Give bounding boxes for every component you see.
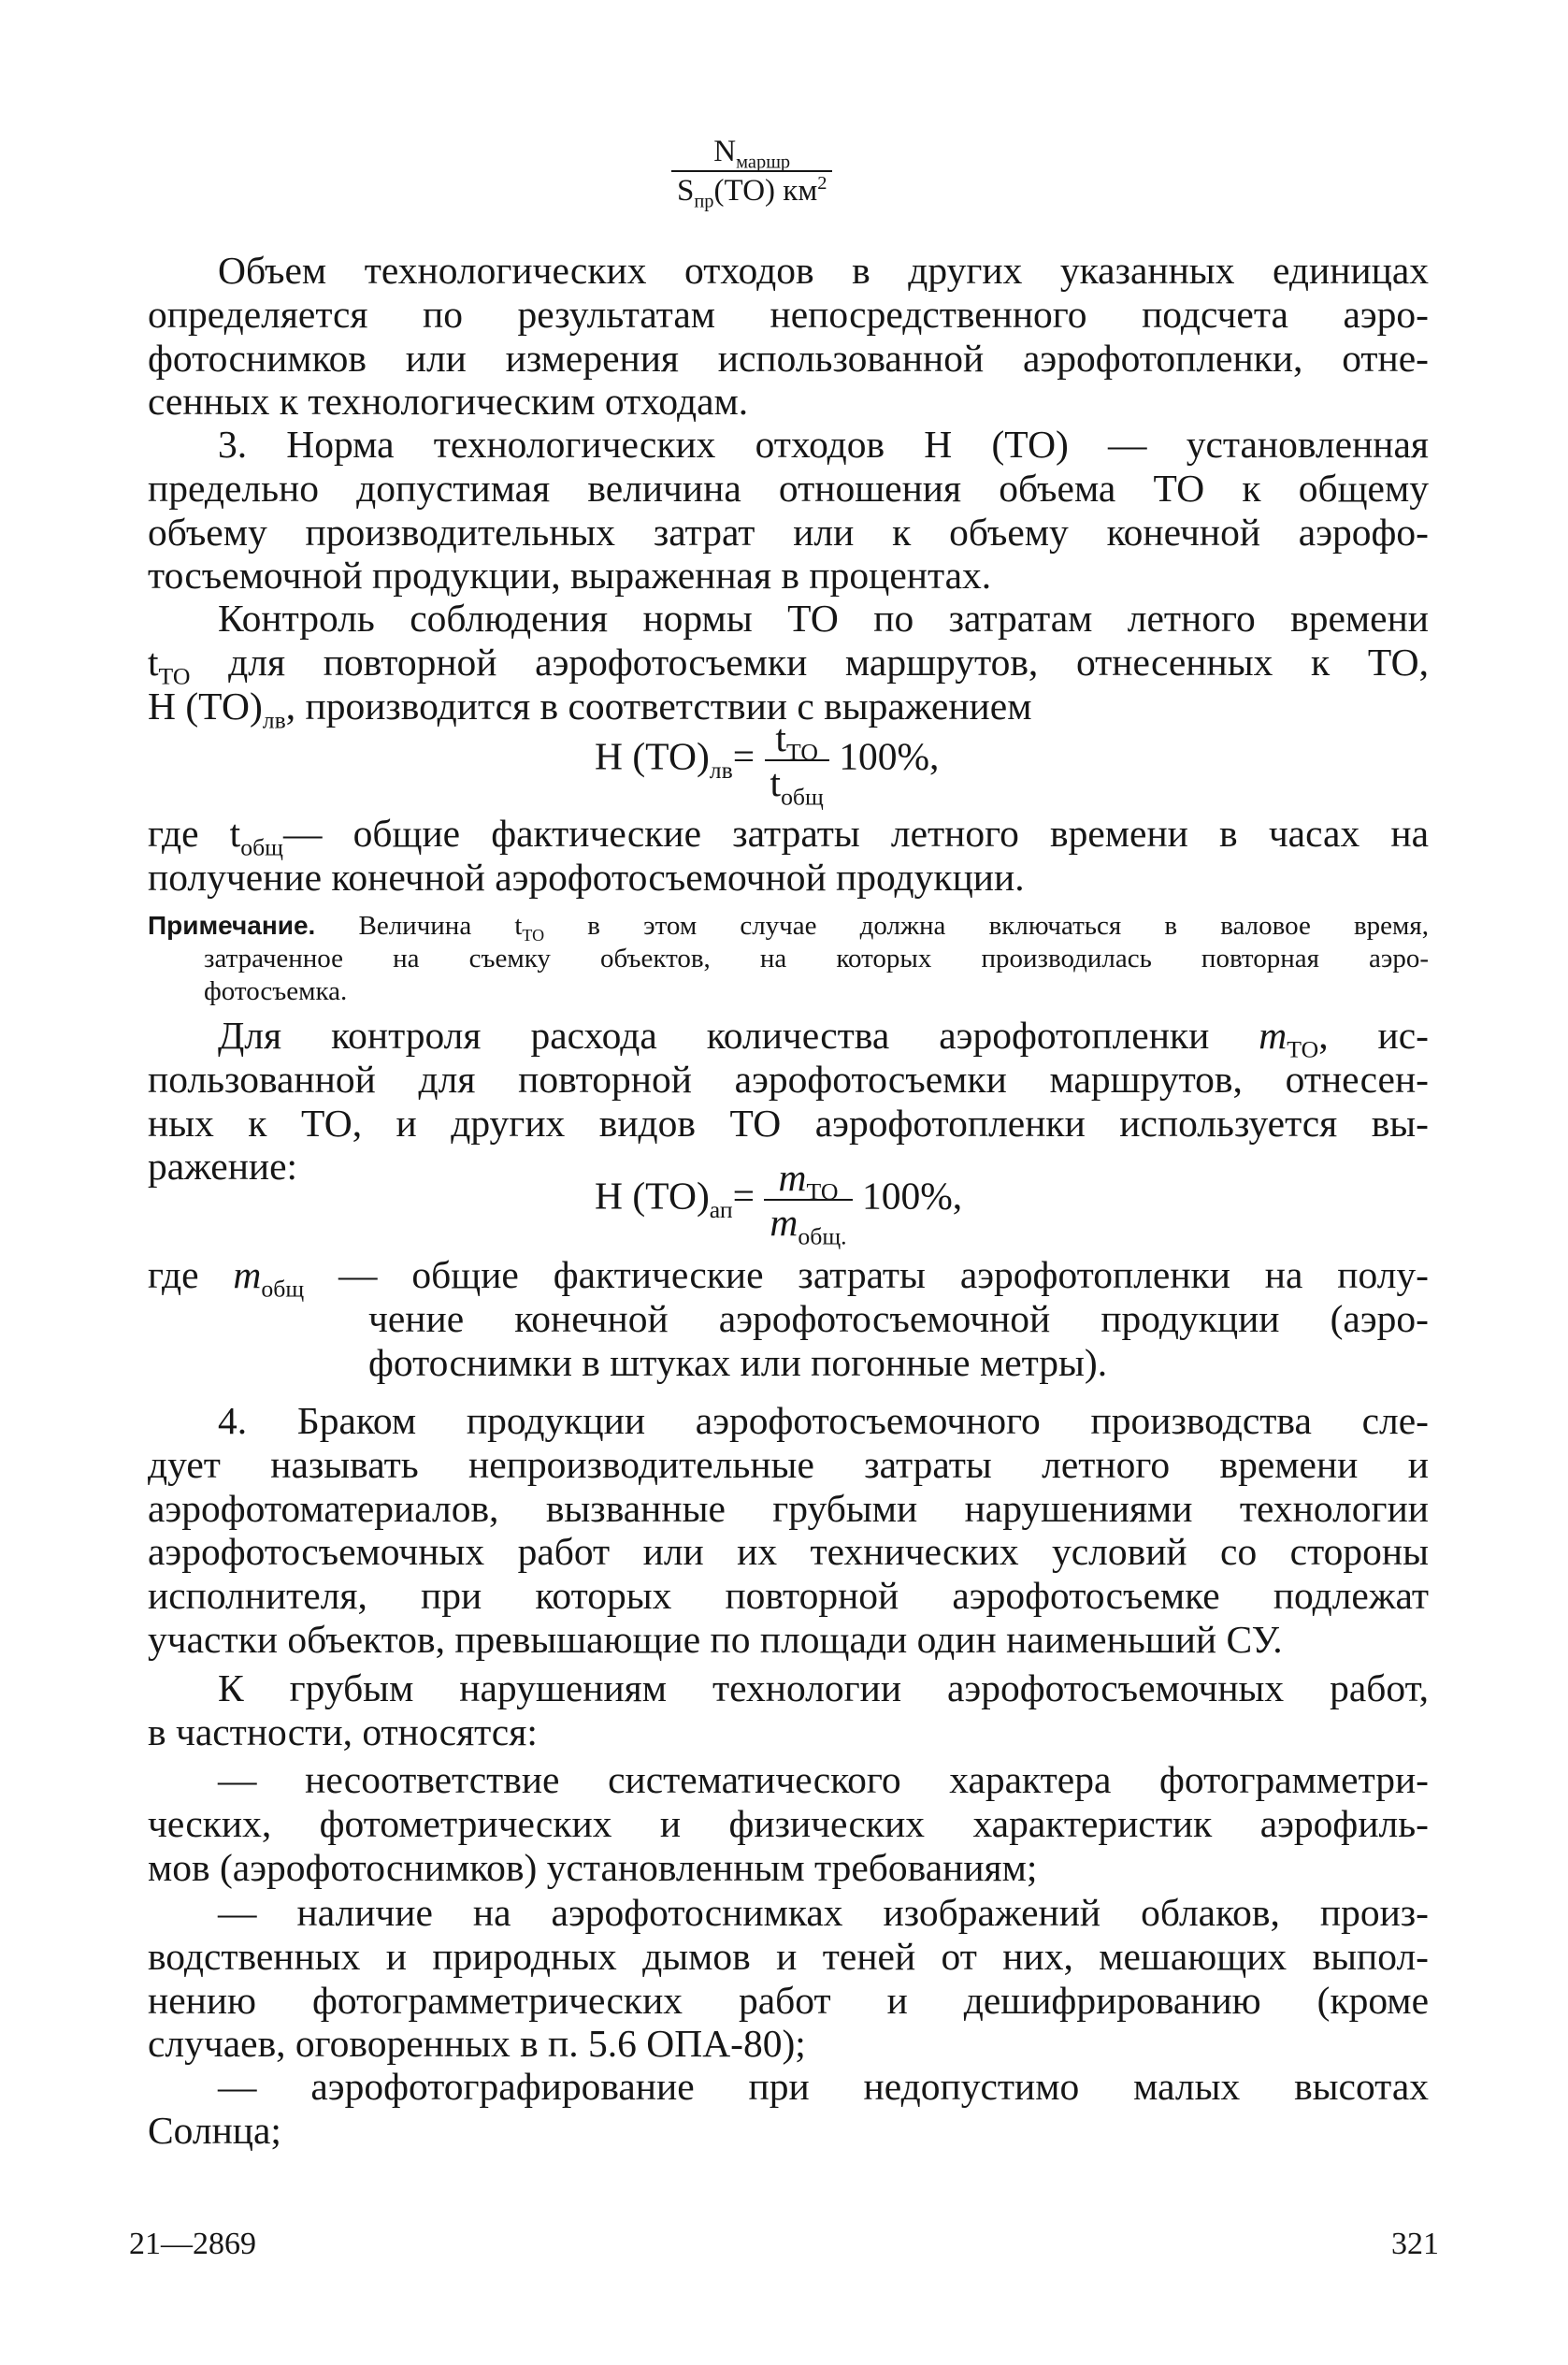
text-line: ческих, фотометрических и физических характеристик аэрофиль- [148, 1801, 1429, 1845]
paragraph-violations [148, 1666, 1429, 1754]
denominator-text: (ТО) км [713, 174, 818, 208]
denominator-subscript: пр [694, 191, 714, 212]
fraction-denominator [671, 172, 832, 212]
subscript: общ [240, 833, 283, 861]
paragraph-defect [148, 1399, 1429, 1662]
paragraph-volume [148, 249, 1429, 424]
text-line: — несоответствие систематического характера фотограмметри- [218, 1758, 1429, 1801]
text-run: в этом случае должна включаться в валовое время, [544, 911, 1429, 941]
text-line: 4. Браком продукции аэрофотосъемочного производства сле- [218, 1399, 1429, 1442]
denominator-subscript: общ. [798, 1222, 847, 1250]
fraction-numerator [764, 1156, 852, 1205]
denominator-symbol: S [677, 174, 695, 208]
numerator-symbol: N [713, 135, 737, 168]
fraction-numerator [671, 133, 832, 172]
text-run: — общие фактические затраты летного времени в часах на [282, 812, 1430, 855]
denominator-symbol: t [770, 761, 782, 804]
symbol-t: t [148, 640, 159, 684]
text-run: Величина t [315, 911, 523, 941]
where-film [148, 1253, 1429, 1384]
numerator-subscript: ТО [785, 738, 818, 766]
fraction-denominator [765, 761, 829, 811]
text-line: водственных и природных дымов и теней от них, мешающих выпол- [148, 1934, 1429, 1978]
formula-lhs-subscript: лв [709, 756, 733, 784]
list-item-sun [148, 2065, 1429, 2153]
text-line [148, 812, 1430, 861]
text-line: К грубым нарушениям технологии аэрофотосъемочных работ, [218, 1666, 1429, 1709]
denominator-symbol: m [770, 1201, 798, 1244]
text-run: , ис- [1318, 1014, 1429, 1057]
formula-lhs: Н (ТО) [595, 1174, 710, 1218]
text-line: нению фотограмметрических работ и дешифрированию (кроме [148, 1978, 1429, 2022]
symbol-norm: Н (ТО) [148, 684, 263, 728]
subscript: ТО [1287, 1035, 1319, 1063]
numerator-subscript: ТО [806, 1177, 839, 1205]
fraction-routes-per-area [671, 133, 832, 212]
note-line: затраченное на съемку объектов, на которых производилась повторная аэро- [204, 944, 1429, 973]
list-item-clouds [148, 1891, 1429, 2066]
subscript: лв [262, 705, 286, 733]
paragraph-norm [148, 423, 1429, 598]
text-line: объему производительных затрат или к объему конечной аэрофо- [148, 510, 1429, 554]
note-line: фотосъемка. [204, 976, 348, 1006]
text-run: , производится в соответствии с выражением [285, 684, 1032, 728]
equals-sign: = [732, 1174, 755, 1218]
page-number: 321 [1391, 2227, 1439, 2261]
text-line: — аэрофотографирование при недопустимо малых высотах [218, 2065, 1429, 2108]
text-line: тосъемочной продукции, выраженная в процентах. [148, 554, 992, 598]
note-label: Примечание. [148, 911, 316, 940]
formula-flight-time [595, 716, 940, 811]
text-line [148, 1014, 1429, 1063]
text-line: ных к ТО, и других видов ТО аэрофотопленки используется вы- [148, 1101, 1429, 1145]
text-line: чение конечной аэрофотосъемочной продукции (аэро- [368, 1296, 1429, 1340]
note-block [148, 909, 1429, 1008]
text-line: аэрофотоматериалов, вызванные грубыми нарушениями технологии [148, 1486, 1429, 1530]
fraction-numerator [765, 716, 829, 766]
subscript: ТО [522, 925, 545, 945]
text-line: Солнца; [148, 2108, 281, 2152]
formula-percent: 100%, [861, 1174, 963, 1218]
text-line: 3. Норма технологических отходов Н (ТО) — установленная [218, 423, 1429, 466]
text-line: участки объектов, превышающие по площади один наименьший СУ. [148, 1617, 1283, 1661]
top-fraction [671, 133, 832, 212]
text-line: дует называть непроизводительные затраты летного времени и [148, 1442, 1429, 1486]
numerator-subscript: маршр [736, 151, 791, 173]
text-run: где [148, 1253, 234, 1296]
text-line: Объем технологических отходов в других указанных единицах [218, 249, 1429, 292]
text-line: исполнителя, при которых повторной аэрофотосъемке подлежат [148, 1574, 1429, 1618]
text-line [148, 640, 1429, 690]
subscript: общ [261, 1275, 305, 1303]
text-line: ражение: [148, 1145, 298, 1189]
text-run: Для контроля расхода количества аэрофотопленки [218, 1014, 1259, 1057]
note-line [148, 909, 1429, 943]
text-line: в частности, относятся: [148, 1709, 538, 1753]
numerator-symbol: m [778, 1156, 807, 1199]
denominator-superscript: 2 [817, 173, 827, 194]
text-run: для повторной аэрофотосъемки маршрутов, отнесенных к ТО, [190, 640, 1429, 684]
formula-fraction [765, 716, 829, 811]
symbol-m: m [233, 1253, 262, 1296]
text-line: — наличие на аэрофотоснимках изображений облаков, произ- [218, 1891, 1429, 1934]
formula-lhs: Н (ТО) [595, 734, 710, 778]
formula-film [595, 1156, 963, 1250]
where-flight-time [148, 812, 1429, 900]
text-line: получение конечной аэрофотосъемочной продукции. [148, 855, 1025, 899]
text-run: — общие фактические затраты аэрофотопленки на полу- [304, 1253, 1429, 1296]
text-line: мов (аэрофотоснимков) установленным требованиям; [148, 1845, 1038, 1889]
text-line: определяется по результатам непосредственного подсчета аэро- [148, 292, 1429, 336]
formula-percent: 100%, [839, 734, 940, 778]
subscript: ТО [158, 662, 191, 690]
formula-lhs-subscript: ап [709, 1195, 733, 1223]
text-line: предельно допустимая величина отношения объема ТО к общему [148, 466, 1429, 510]
text-line: пользованной для повторной аэрофотосъемки маршрутов, отнесен- [148, 1057, 1429, 1101]
fraction-denominator [764, 1201, 852, 1250]
printer-signature: 21—2869 [129, 2227, 256, 2261]
paragraph-control [148, 597, 1429, 733]
text-line [148, 1253, 1429, 1303]
numerator-symbol: t [775, 716, 786, 759]
denominator-subscript: общ [781, 783, 824, 811]
symbol-m: m [1259, 1014, 1287, 1057]
equals-sign: = [732, 734, 755, 778]
text-line: аэрофотосъемочных работ или их технических условий со стороны [148, 1530, 1429, 1574]
text-line: случаев, оговоренных в п. 5.6 ОПА-80); [148, 2022, 806, 2066]
text-line: фотоснимки в штуках или погонные метры). [368, 1340, 1108, 1384]
text-line: фотоснимков или измерения использованной аэрофотопленки, отне- [148, 336, 1429, 380]
formula-fraction [764, 1156, 852, 1250]
list-item-mismatch [148, 1758, 1429, 1889]
text-line: сенных к технологическим отходам. [148, 380, 749, 424]
text-line: Контроль соблюдения нормы ТО по затратам летного времени [218, 597, 1429, 640]
text-run: где t [148, 812, 241, 855]
